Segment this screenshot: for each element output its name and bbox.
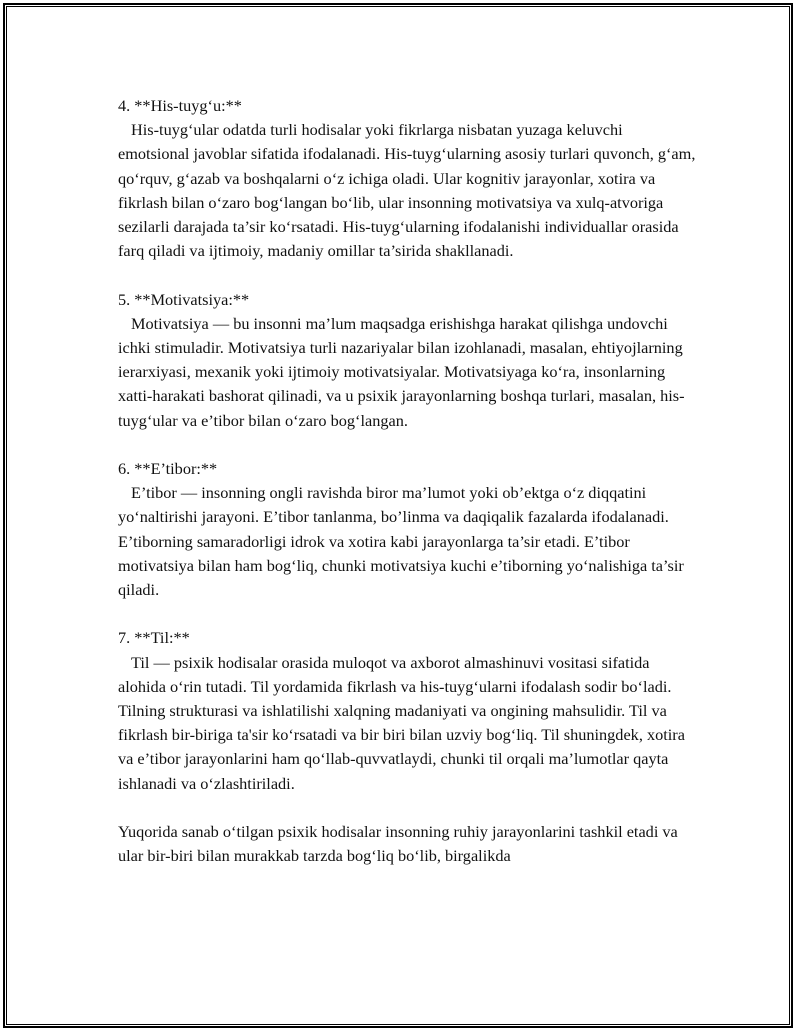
section-etibor: [118, 457, 698, 602]
section-motivatsiya: [118, 288, 698, 433]
section-heading: 5. **Motivatsiya:**: [118, 289, 250, 309]
section-paragraph: E’tibor — insonning ongli ravishda biror ma’lumot yoki ob’ektga o‘z diqqatini yo‘naltirishi jarayoni. E’tibor tanlanma, bo’linma va daqiqalik fazalarda ifodalanadi. E’tiborning samaradorligi idrok va xotira kabi jarayonlarga ta’sir etadi. E’tibor motivatsiya bilan ham bog‘liq, chunki motivatsiya kuchi e’tiborning yo‘nalishiga ta’sir qiladi.: [118, 483, 684, 600]
document-body: [118, 94, 698, 868]
section-heading: 6. **E’tibor:**: [118, 459, 218, 479]
section-heading: 7. **Til:**: [118, 628, 190, 648]
conclusion-paragraph: Yuqorida sanab o‘tilgan psixik hodisalar insonning ruhiy jarayonlarini tashkil etadi va ular bir-biri bilan murakkab tarzda bog‘liq bo‘lib, birgalikda: [118, 822, 678, 866]
section-til: [118, 626, 698, 795]
section-paragraph: His-tuyg‘ular odatda turli hodisalar yoki fikrlarga nisbatan yuzaga keluvchi emotsional javoblar sifatida ifodalanadi. His-tuyg‘ularning asosiy turlari quvonch, g‘am, qo‘rquv, g‘azab va boshqalarni o‘z ichiga oladi. Ular kognitiv jarayonlar, xotira va fikrlash bilan o‘zaro bog‘langan bo‘lib, ular insonning motivatsiya va xulq-atvoriga sezilarli darajada ta’sir ko‘rsatadi. His-tuyg‘ularning ifodalanishi individuallar orasida farq qiladi va ijtimoiy, madaniy omillar ta’sirida shakllanadi.: [118, 120, 696, 261]
section-heading: 4. **His-tuyg‘u:**: [118, 96, 242, 115]
section-his-tuygu: [118, 94, 698, 263]
section-paragraph: Motivatsiya — bu insonni ma’lum maqsadga erishishga harakat qilishga undovchi ichki stimuladir. Motivatsiya turli nazariyalar bilan izohlanadi, masalan, ehtiyojlarning ierarxiyasi, mexanik yoki ijtimoiy motivatsiyalar. Motivatsiyaga ko‘ra, insonlarning xatti-harakati bashorat qilinadi, va u psixik jarayonlarning boshqa turlari, masalan, his-tuyg‘ular va e’tibor bilan o‘zaro bog‘langan.: [118, 313, 685, 430]
section-paragraph: Til — psixik hodisalar orasida muloqot va axborot almashinuvi vositasi sifatida alohida o‘rin tutadi. Til yordamida fikrlash va his-tuyg‘ularni ifodalash sodir bo‘ladi. Tilning strukturasi va ishlatilishi xalqning madaniyati va ongining mahsulidir. Til va fikrlash bir-biriga ta'sir ko‘rsatadi va bir biri bilan uzviy bog‘liq. Til shuningdek, xotira va e’tibor jarayonlarini ham qo‘llab-quvvatlaydi, chunki til orqali ma’lumotlar qayta ishlanadi va o‘zlashtiriladi.: [118, 652, 685, 793]
